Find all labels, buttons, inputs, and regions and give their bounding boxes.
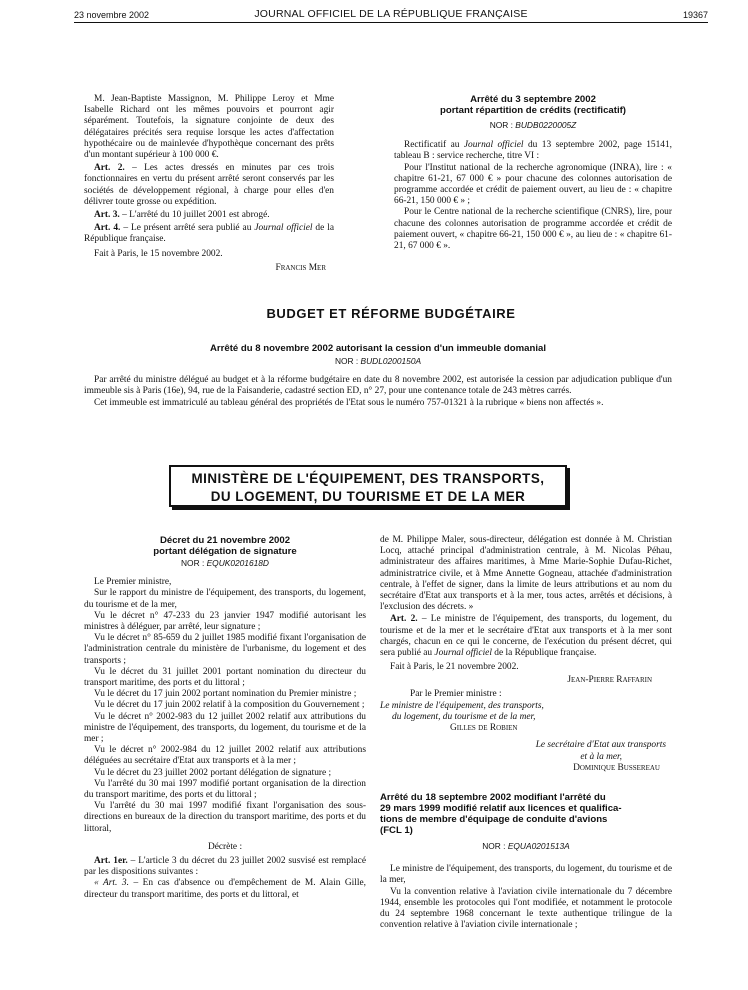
visa-paragraph: Vu l'arrêté du 30 mai 1997 modifié fixant l'organisation des sous-directions en bureaux de la direction du transport maritime, des ports et du littoral, [84, 801, 366, 834]
convention-paragraph: Vu la convention relative à l'aviation civile internationale du 7 décembre 1944, ensemble les protocoles qui l'ont modifiée, et notamment le protocole du 24 septembre 1968 concernant le texte authentique trilingue de la convention relative à l'aviation civile internationale ; [380, 886, 672, 931]
article-label: Art. 2. [94, 163, 125, 174]
top-right-column [394, 94, 672, 252]
nor-label: NOR : [334, 356, 361, 366]
article-label: « Art. 3. [94, 878, 129, 889]
title-line: portant répartition de crédits (rectificatif) [439, 105, 627, 116]
arrete-title [394, 94, 672, 116]
article-label: Art. 1er. [94, 856, 128, 867]
rectificatif-paragraph [394, 140, 672, 162]
budget-section [84, 343, 672, 409]
article-2 [84, 163, 334, 208]
visa-paragraph: Sur le rapport du ministre de l'équipement, des transports, du logement, du tourisme et de la mer, [84, 588, 366, 610]
secretary-title-line: Le secrétaire d'Etat aux transports [535, 740, 666, 751]
section-title-budget: BUDGET ET RÉFORME BUDGÉTAIRE [266, 306, 516, 321]
bottom-left-column [84, 535, 366, 901]
visa-paragraph: Vu le décret du 23 juillet 2002 portant délégation de signature ; [94, 767, 332, 778]
top-left-column [84, 94, 334, 274]
article-text: – L'article 3 du décret du 23 juillet 2002 susvisé est remplacé par les dispositions suivantes : [84, 856, 366, 878]
nor-label: NOR : [482, 841, 508, 852]
title-line: tions de membre d'équipage de conduite d'avions [380, 814, 608, 826]
article-1 [84, 856, 366, 878]
nor-reference [84, 558, 366, 569]
header-date: 23 novembre 2002 [74, 10, 150, 20]
nor-reference [394, 120, 672, 131]
article-text: – En cas d'absence ou d'empêchement de M. Alain Gille, directeur du transport maritime, des ports et du littoral, et [84, 878, 366, 900]
visa-paragraph: Le Premier ministre, [94, 577, 172, 588]
signature-secretary: Dominique Bussereau [573, 762, 660, 773]
nor-value: BUDL0200150A [360, 356, 422, 366]
page-header [74, 6, 708, 22]
article-text: – Le présent arrêté sera publié au [120, 223, 255, 234]
decrete-heading: Décrète : [207, 841, 243, 852]
ministry-line: MINISTÈRE DE L'ÉQUIPEMENT, DES TRANSPORTS, [191, 471, 545, 486]
ministry-line: DU LOGEMENT, DU TOURISME ET DE LA MER [210, 489, 526, 504]
decret-title [84, 535, 366, 557]
signing-place-date: Fait à Paris, le 15 novembre 2002. [94, 248, 223, 259]
article-text: de la République française. [491, 648, 597, 659]
article-label: Art. 2. [390, 614, 418, 625]
title-line: portant délégation de signature [153, 546, 297, 557]
visa-paragraph: Vu l'arrêté du 30 mai 1997 modifié portant organisation de la direction du transport maritime, des ports et du littoral ; [84, 778, 366, 801]
nor-value: BUDB0220005Z [515, 120, 577, 130]
cession-paragraph: Par arrêté du ministre délégué au budget et à la réforme budgétaire en date du 8 novembre 2002, est autorisée la cession par adjudication publique d'un immeuble sis à Paris (16e), 94, rue de la Faisanderie, cadastré section ED, n° 27, pour une contenance totale de 243 mètres carrés. [84, 375, 672, 397]
par-premier-ministre: Par le Premier ministre : [410, 688, 502, 699]
secretary-title-line: et à la mer, [580, 751, 622, 762]
title-line: 29 mars 1999 modifié relatif aux licences et qualifica- [380, 803, 622, 815]
header-rule [74, 22, 708, 23]
arrete-title: Arrêté du 8 novembre 2002 autorisant la cession d'un immeuble domanial [209, 343, 547, 354]
nor-value: EQUA0201513A [507, 841, 570, 852]
visa-paragraph: Vu le décret n° 85-659 du 2 juillet 1985 modifié fixant l'organisation de l'administration centrale du ministère de l'urbanisme, du logement et des transports ; [84, 633, 366, 666]
delegation-paragraph: M. Jean-Baptiste Massignon, M. Philippe Leroy et Mme Isabelle Richard ont les mêmes pouvoirs et pourront agir séparément. Toutefois, la signature conjointe de deux des délégataires précités sera requise lorsque les actes d'affectation hypothécaire ou de mainlevée d'hypothèque concernant des prêts d'un montant supérieur à 100 000 €. [84, 94, 334, 161]
cnrs-paragraph: Pour le Centre national de la recherche scientifique (CNRS), lire, pour chacune des colonnes autorisation de programme accordée et crédit de paiement ouvert, « chapitre 66-21, 150 000 € », au lieu de : « chapitre 61-21, 67 000 € ». [394, 207, 672, 252]
title-line: Arrêté du 18 septembre 2002 modifiant l'arrêté du [380, 792, 606, 804]
nor-label: NOR : [489, 120, 516, 130]
journal-name: Journal officiel [463, 140, 524, 151]
article-3 [84, 210, 334, 221]
signature-minister: Gilles de Robien [450, 723, 518, 734]
title-line: Arrêté du 3 septembre 2002 [470, 94, 596, 105]
visa-paragraph: Vu le décret n° 2002-983 du 12 juillet 2002 relatif aux attributions du ministre de l'équipement, des transports, du logement, du tourisme et de la mer ; [84, 711, 366, 745]
article-text: – Le ministre de l'équipement, des transports, du logement, du tourisme et de la mer et le secrétaire d'Etat aux transports et à la mer sont chargés, chacun en ce qui le concerne, de l'exécution du présent décret, qui sera publié au [380, 614, 672, 659]
visa-paragraph: Vu le décret du 17 juin 2002 portant nomination du Premier ministre ; [94, 689, 357, 700]
header-journal-title: JOURNAL OFFICIEL DE LA RÉPUBLIQUE FRANÇAISE [254, 8, 528, 20]
article-label: Art. 4. [94, 223, 121, 234]
header-page-number: 19367 [682, 10, 708, 20]
delegation-continuation: de M. Philippe Maler, sous-directeur, délégation est donnée à M. Christian Locq, attaché principal d'administration centrale, à M. Nicolas Péhau, administrateur des affaires maritimes, à Mme Marie-Sophie Dufau-Richet, administratrice civile, et à Mme Annette Gogneau, attachée d'administration centrale, à l'effet de signer, dans la limite de leurs attributions et au nom du secrétaire d'Etat aux transports et à la mer, tous actes, arrêtés et décisions, à l'exclusion des décrets. » [380, 535, 672, 613]
immatriculation-paragraph: Cet immeuble est immatriculé au tableau général des propriétés de l'Etat sous le numéro 757-01321 à la rubrique « biens non affectés ». [94, 397, 604, 408]
nor-reference [84, 356, 672, 367]
visa-paragraph: Vu le décret n° 47-233 du 23 janvier 1947 modifié autorisant les ministres à déléguer, par arrêté, leur signature ; [84, 610, 366, 633]
article-text: de la République française. [84, 223, 334, 245]
title-line: Décret du 21 novembre 2002 [159, 535, 291, 546]
signature: Francis Mer [275, 262, 326, 273]
visa-paragraph: Vu le décret du 31 juillet 2001 portant nomination du directeur du transport maritime, des ports et du littoral ; [84, 666, 366, 689]
article-2 [380, 614, 672, 659]
nor-label: NOR : [181, 558, 207, 568]
article-text: – Les actes dressés en minutes par ces trois fonctionnaires en vertu du présent arrêté seront conservés par les sociétés de développement régional, à charge pour elles d'en délivrer toute grosse ou expédition. [84, 163, 334, 207]
article-4 [84, 223, 334, 245]
article-label: Art. 3. [94, 210, 120, 221]
minister-paragraph: Le ministre de l'équipement, des transports, du logement, du tourisme et de la mer, [380, 864, 672, 886]
inra-paragraph: Pour l'Institut national de la recherche agronomique (INRA), lire : « chapitre 61-21, 67 000 € » pour chacune des colonnes autorisation de programme accordée et crédit de paiement ouvert, au lieu de : « chapitre 66-21, 150 000 € » ; [394, 162, 672, 207]
ministry-heading-box [169, 465, 567, 507]
text: du 13 septembre 2002, page 15141, tableau B : service recherche, titre VI : [394, 140, 672, 162]
visa-paragraph: Vu le décret n° 2002-984 du 12 juillet 2002 relatif aux attributions déléguées au secrétaire d'Etat aux transports et à la mer ; [84, 745, 366, 767]
quoted-article-3 [84, 878, 366, 900]
article-text: – L'arrêté du 10 juillet 2001 est abrogé. [119, 210, 270, 221]
arrete-fcl-title [380, 792, 672, 836]
visa-paragraph: Vu le décret du 17 juin 2002 relatif à la composition du Gouvernement ; [94, 700, 365, 711]
journal-name: Journal officiel [434, 648, 492, 659]
minister-title-line: du logement, du tourisme et de la mer, [392, 712, 536, 723]
nor-value: EQUK0201618D [206, 558, 269, 568]
text: Rectificatif au [404, 140, 464, 151]
signing-place-date: Fait à Paris, le 21 novembre 2002. [390, 662, 519, 673]
title-line: (FCL 1) [380, 825, 413, 837]
nor-reference [380, 841, 672, 852]
signature-premier-ministre: Jean-Pierre Raffarin [567, 675, 652, 686]
minister-title-line: Le ministre de l'équipement, des transports, [380, 700, 544, 711]
journal-name: Journal officiel [254, 223, 313, 234]
bottom-right-column [380, 535, 672, 931]
